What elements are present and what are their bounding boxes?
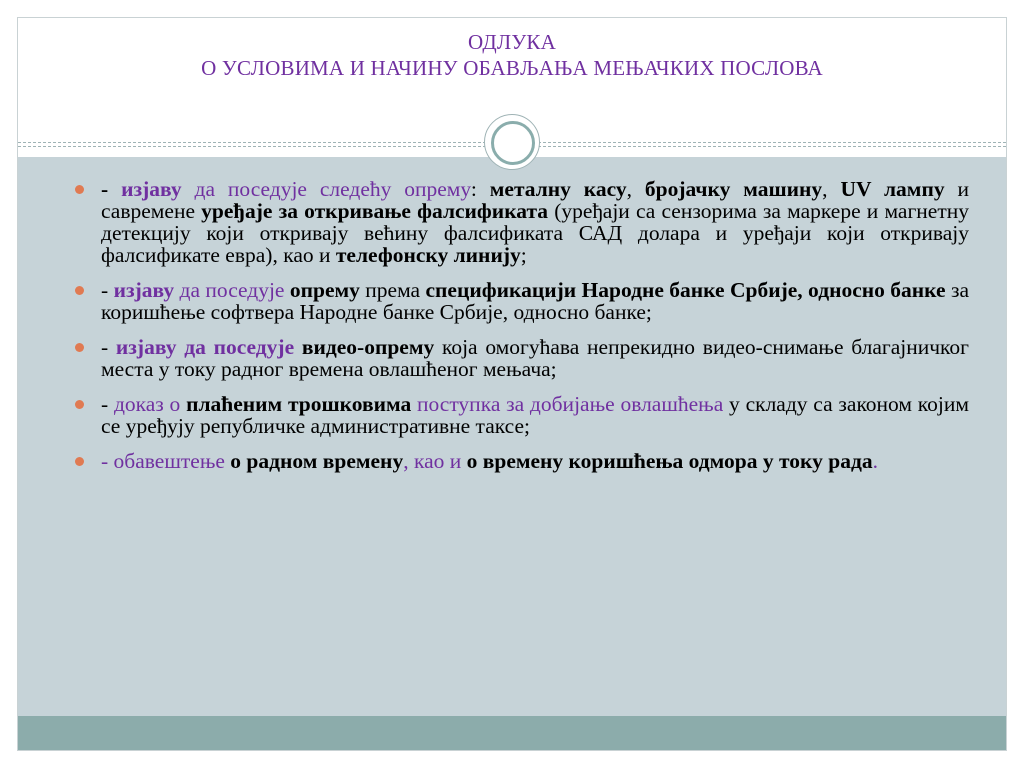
bullet-text-segment: - bbox=[101, 278, 114, 302]
bullet-text-segment: изјаву bbox=[121, 177, 182, 201]
bullet-text-segment: поступка за добијање овлашћења bbox=[411, 392, 724, 416]
bullet-item bbox=[18, 279, 1006, 323]
bullet-item bbox=[18, 393, 1006, 437]
bullet-text-segment: UV лампу bbox=[840, 177, 945, 201]
bullet-text-segment: спецификацији Народне банке Србије, односно банке bbox=[425, 278, 946, 302]
bullet-text-segment: која омогућава непрекидно видео-снимање благајничког места у току радног времена овлашћеног мењача; bbox=[101, 335, 969, 381]
bullet-text-segment: према bbox=[359, 278, 426, 302]
bullet-text-segment: о радном времену bbox=[230, 449, 404, 473]
bullet-text-segment: изјаву bbox=[113, 278, 175, 302]
bullet-text-segment: телефонску линију bbox=[335, 243, 521, 267]
decorative-ring bbox=[491, 121, 535, 165]
bullet-text-segment: доказ о bbox=[113, 392, 187, 416]
bullet-text-segment: . bbox=[872, 449, 878, 473]
bullet-text-segment: и савремене bbox=[101, 177, 969, 223]
bullet-text-segment: да поседује следећу опрему bbox=[181, 177, 471, 201]
bullet-item bbox=[18, 450, 1006, 472]
bullet-text-segment: бројачку машину bbox=[644, 177, 823, 201]
bullet-text-segment: - bbox=[101, 392, 114, 416]
bullet-text-segment: (уређаји са сензорима за маркере и магнетну детекцију који откривају већину фалсификата САД долара и уређаји који откривају фалсификате евра), као и bbox=[101, 199, 969, 267]
bullet-text-segment: , као и bbox=[403, 449, 467, 473]
bullet-text-segment: металну касу bbox=[489, 177, 627, 201]
footer-bar bbox=[18, 716, 1006, 751]
bullet-item bbox=[18, 336, 1006, 380]
bullet-dot-icon bbox=[75, 343, 84, 352]
bullet-list bbox=[18, 178, 1006, 485]
bullet-text-segment: о времену коришћења одмора у току рада bbox=[466, 449, 873, 473]
bullet-text-segment bbox=[294, 335, 302, 359]
bullet-text-segment: , bbox=[822, 177, 841, 201]
bullet-text-segment: - bbox=[101, 177, 122, 201]
bullet-dot-icon bbox=[75, 400, 84, 409]
bullet-text-segment: - bbox=[101, 335, 116, 359]
slide-title-line-2: О УСЛОВИМА И НАЧИНУ ОБАВЉАЊА МЕЊАЧКИХ ПОСЛОВА bbox=[201, 56, 823, 80]
bullet-dot-icon bbox=[75, 457, 84, 466]
bullet-text-segment: изјаву да поседује bbox=[115, 335, 295, 359]
bullet-text-segment: - обавештење bbox=[101, 449, 231, 473]
bullet-item bbox=[18, 178, 1006, 266]
bullet-text-segment: за коришћење софтвера Народне банке Србије, односно банке; bbox=[101, 278, 969, 324]
bullet-text-segment: да поседује bbox=[174, 278, 290, 302]
slide-title-line-1: ОДЛУКА bbox=[468, 30, 556, 54]
bullet-text-segment: опрему bbox=[289, 278, 360, 302]
bullet-text-segment: видео-опрему bbox=[301, 335, 435, 359]
bullet-text-segment: : bbox=[470, 177, 490, 201]
bullet-text-segment: , bbox=[626, 177, 645, 201]
bullet-text-segment: ; bbox=[520, 243, 527, 267]
bullet-dot-icon bbox=[75, 286, 84, 295]
slide bbox=[17, 17, 1007, 751]
bullet-text-segment: плаћеним трошковима bbox=[186, 392, 412, 416]
bullet-text-segment: у складу са законом којим се уређују републичке административне таксе; bbox=[101, 392, 969, 438]
bullet-text-segment: уређаје за откривање фалсификата bbox=[201, 199, 549, 223]
decorative-circle-icon bbox=[484, 114, 540, 170]
bullet-dot-icon bbox=[75, 185, 84, 194]
